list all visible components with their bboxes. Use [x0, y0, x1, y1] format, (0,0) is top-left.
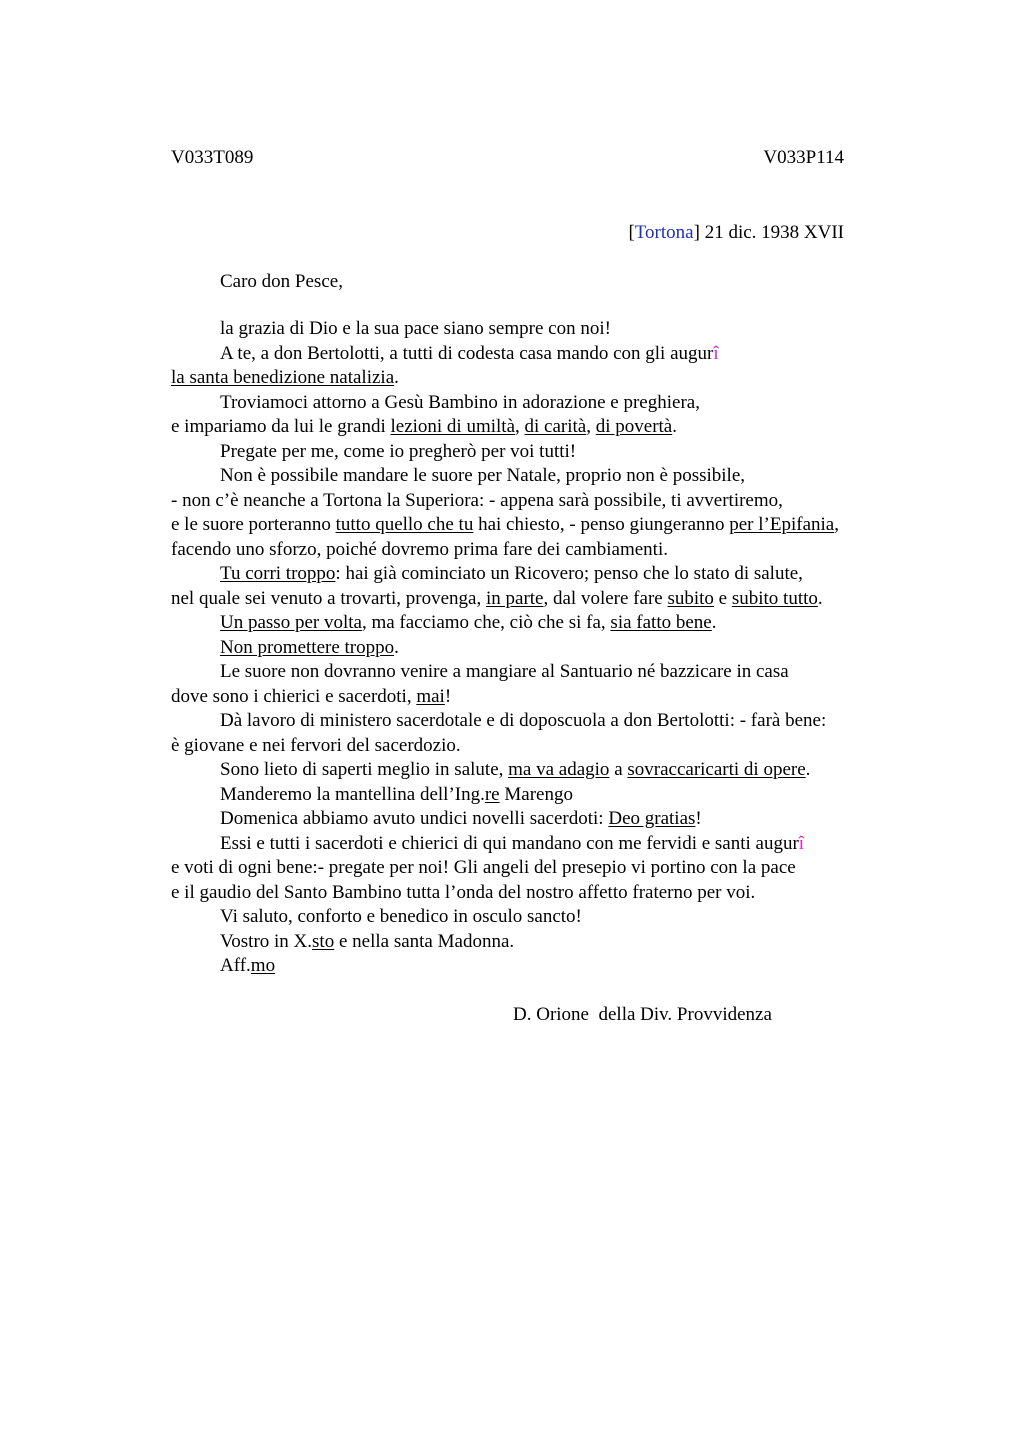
underlined-text: tutto quello che tu — [335, 514, 474, 535]
underlined-text: Un passo per volta — [220, 612, 362, 633]
body-line — [171, 587, 931, 612]
text-run: Sono lieto di saperti meglio in salute, — [220, 759, 509, 780]
body-line: è giovane e nei fervori del sacerdozio. — [171, 734, 461, 756]
body-line — [171, 342, 931, 367]
accent-mark: î — [713, 342, 719, 364]
text-run: , dal volere fare — [543, 587, 668, 609]
body-line — [171, 832, 931, 857]
text-run: ! — [444, 685, 452, 707]
underlined-text: sovraccaricarti di opere — [627, 759, 806, 780]
underlined-text: per l’Epifania — [729, 514, 835, 535]
letter-date: 21 dic. 1938 XVII — [699, 222, 844, 243]
body-line: Le suore non dovranno venire a mangiare al Santuario né bazzicare in casa — [220, 661, 789, 682]
text-run: . — [394, 636, 399, 658]
underlined-text: Non promettere troppo — [220, 636, 395, 658]
underlined-text: sto — [312, 930, 335, 952]
text-run: e impariamo da lui le grandi — [171, 416, 391, 437]
underlined-text: subito — [667, 587, 714, 609]
text-run: . — [394, 367, 399, 388]
document-code-right: V033P114 — [763, 147, 844, 168]
underlined-text: Tu corri troppo — [220, 563, 336, 584]
body-line — [171, 758, 931, 783]
underlined-text: mo — [250, 955, 276, 976]
underlined-text: re — [484, 783, 500, 805]
document-code-left: V033T089 — [171, 147, 254, 168]
body-line: facendo uno sforzo, poiché dovremo prima fare dei cambiamenti. — [171, 538, 668, 560]
body-line: Non è possibile mandare le suore per Natale, proprio non è possibile, — [220, 465, 745, 486]
text-run: dove sono i chierici e sacerdoti, — [171, 685, 417, 707]
text-run: hai chiesto, - penso giungeranno — [473, 514, 730, 535]
underlined-text: ma va adagio — [508, 759, 610, 780]
text-run: ! — [695, 808, 702, 829]
underlined-text: mai — [416, 685, 445, 707]
bracket-close: ] — [693, 222, 700, 243]
text-run: Aff. — [220, 955, 251, 976]
underlined-text: lezioni di umiltà — [390, 416, 516, 437]
underlined-text: sia fatto bene — [610, 612, 712, 633]
body-line: - non c’è neanche a Tortona la Superiora: - appena sarà possibile, ti avvertiremo, — [171, 489, 783, 511]
text-run: Essi e tutti i sacerdoti e chierici di qui mandano con me fervidi e santi augur — [220, 832, 799, 854]
body-line — [171, 611, 931, 636]
text-run: , — [586, 416, 596, 437]
text-run: e — [713, 587, 732, 609]
body-line — [171, 807, 931, 832]
body-line: e voti di ogni bene:- pregate per noi! Gli angeli del presepio vi portino con la pace — [171, 857, 796, 878]
signature: D. Orione della Div. Provvidenza — [513, 1004, 772, 1025]
text-run: e le suore porteranno — [171, 514, 336, 535]
bracket-open: [ — [628, 222, 635, 243]
underlined-text: di povertà — [595, 416, 673, 437]
body-line: Troviamoci attorno a Gesù Bambino in adorazione e preghiera, — [220, 391, 700, 413]
text-run: Manderemo la mantellina dell’Ing. — [220, 783, 485, 805]
body-line — [171, 685, 931, 710]
underlined-text: la santa benedizione natalizia — [171, 367, 395, 388]
text-run: , ma facciamo che, ciò che si fa, — [361, 612, 611, 633]
body-line: la grazia di Dio e la sua pace siano sempre con noi! — [220, 318, 611, 339]
body-line — [171, 636, 931, 661]
underlined-text: di carità — [524, 416, 587, 437]
text-run: Marengo — [499, 783, 573, 805]
accent-mark: î — [798, 832, 805, 854]
text-run: e nella santa Madonna. — [334, 930, 515, 952]
text-run: nel quale sei venuto a trovarti, provenga, — [171, 587, 486, 609]
text-run: A te, a don Bertolotti, a tutti di codesta casa mando con gli augur — [220, 342, 714, 364]
body-line — [171, 954, 931, 979]
body-line: Pregate per me, come io pregherò per voi tutti! — [220, 440, 577, 462]
underlined-text: subito tutto — [731, 587, 818, 609]
underlined-text: Deo gratias — [608, 808, 696, 829]
text-run: a — [609, 759, 628, 780]
body-line: Vi saluto, conforto e benedico in osculo sancto! — [220, 906, 582, 927]
text-run: , — [834, 514, 839, 535]
body-line — [171, 783, 931, 808]
salutation: Caro don Pesce, — [220, 271, 343, 292]
dateline — [628, 221, 844, 245]
text-run: . — [711, 612, 717, 633]
body-line — [171, 513, 931, 538]
text-run: : hai già cominciato un Ricovero; penso che lo stato di salute, — [335, 563, 803, 584]
body-line — [171, 562, 931, 587]
text-run: . — [805, 759, 811, 780]
body-line: e il gaudio del Santo Bambino tutta l’onda del nostro affetto fraterno per voi. — [171, 881, 756, 903]
body-line — [171, 415, 931, 440]
body-line — [171, 930, 931, 955]
body-line: Dà lavoro di ministero sacerdotale e di doposcuola a don Bertolotti: - farà bene: — [220, 710, 827, 731]
text-run: Vostro in X. — [220, 930, 313, 952]
letter-body — [171, 317, 931, 979]
underlined-text: in parte — [485, 587, 544, 609]
place-name: Tortona — [634, 222, 694, 243]
text-run: . — [817, 587, 823, 609]
text-run: , — [515, 416, 525, 437]
text-run: Domenica abbiamo avuto undici novelli sacerdoti: — [220, 808, 609, 829]
text-run: . — [672, 416, 677, 437]
body-line — [171, 366, 931, 391]
